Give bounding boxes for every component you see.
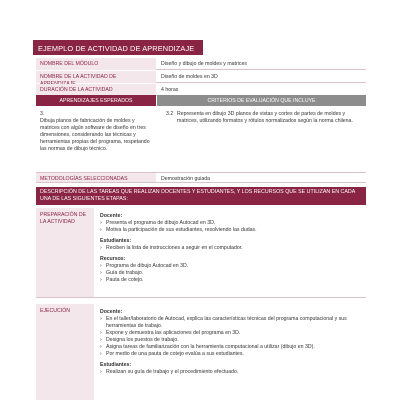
- list-item: › Guía de trabajo.: [100, 270, 360, 277]
- list-item: › Por medio de una pauta de cotejo evalúa a sus estudiantes.: [100, 351, 360, 358]
- list-item: › En el taller/laboratorio de Autocad, explica las características técnicas del programa computacional y sus herramientas de trabajo.: [100, 316, 360, 330]
- prep-estudiantes-list: [100, 245, 360, 252]
- exec-estudiantes-title: Estudiantes:: [100, 362, 132, 369]
- evaluation-criterion: [156, 108, 366, 168]
- activity-title: EJEMPLO DE ACTIVIDAD DE APRENDIZAJE: [33, 40, 203, 55]
- section-headers: [36, 95, 366, 106]
- module-label: NOMBRE DEL MÓDULO: [36, 58, 156, 70]
- execution-label: EJECUCIÓN: [36, 304, 94, 400]
- exec-docente-title: Docente:: [100, 309, 123, 315]
- learning-outcome-text: Dibuja planos de fabricación de moldes y matrices con algún software de diseño en tres dimensiones, considerando las técnicas y herramientas propias del programa, respetando las normas de dibujo técnico.: [40, 118, 150, 153]
- list-item: › Motiva la participación de sus estudiantes, resolviendo las dudas.: [100, 227, 360, 234]
- list-item: › Realizan su guía de trabajo y el procedimiento efectuado.: [100, 369, 360, 376]
- list-item: › Asigna tareas de familiarización con la herramienta computacional a utilizar (dibujo en 3D).: [100, 344, 360, 351]
- prep-recursos-list: [100, 263, 360, 284]
- learning-outcome: [36, 108, 156, 168]
- list-item: › Expone y demuestra las aplicaciones del programa en 3D.: [100, 330, 360, 337]
- list-item: › Presenta el programa de dibujo Autocad en 3D.: [100, 220, 360, 227]
- preparation-body: [94, 208, 366, 297]
- criteria-header: CRITERIOS DE EVALUACIÓN QUE INCLUYE: [157, 95, 366, 106]
- list-item: › Programa de dibujo Autocad en 3D.: [100, 263, 360, 270]
- learning-outcome-number: 3.: [40, 111, 45, 117]
- prep-recursos-title: Recursos:: [100, 256, 126, 263]
- list-item: › Designa los puestos de trabajo.: [100, 337, 360, 344]
- execution-section: [36, 304, 366, 400]
- list-item: › Reciben la lista de instrucciones a seguir en el computador.: [100, 245, 360, 252]
- info-row-module: [36, 58, 366, 70]
- preparation-section: [36, 208, 366, 298]
- criterion-number: 3.2: [166, 111, 174, 117]
- methodology-value: Demostración guiada: [161, 176, 211, 182]
- prep-docente-title: Docente:: [100, 213, 123, 219]
- prep-estudiantes-title: Estudiantes:: [100, 238, 132, 245]
- methodology-label: METODOLOGÍAS SELECCIONADAS: [36, 173, 156, 182]
- execution-body: [94, 304, 366, 400]
- exec-estudiantes-list: [100, 369, 360, 376]
- criterion-text: Representa en dibujo 3D planos de vistas y cortes de partes de moldes y matrices, utilizando formatos y rótulos normalizados según la norma chilena.: [177, 111, 353, 125]
- duration-value: 4 horas: [161, 87, 179, 93]
- learning-header: APRENDIZAJES ESPERADOS: [36, 95, 156, 106]
- activity-name-value: Diseño de moldes en 3D: [161, 74, 218, 80]
- activity-name-label: NOMBRE DE LA ACTIVIDAD DE: [36, 71, 156, 83]
- description-header: DESCRIPCIÓN DE LAS TAREAS QUE REALIZAN DOCENTES Y ESTUDIANTES, Y LOS RECURSOS QUE SE UTILIZAN EN CADA UNA DE LAS SIGUIENTES ETAPAS:: [36, 187, 366, 205]
- list-item: › Pauta de cotejo.: [100, 277, 360, 284]
- module-value: Diseño y dibujo de moldes y matrices: [161, 61, 247, 67]
- duration-label: DURACIÓN DE LA ACTIVIDAD: [36, 84, 156, 96]
- methodology-row: [36, 172, 366, 183]
- exec-docente-list: [100, 316, 360, 358]
- info-row-activity: [36, 71, 366, 83]
- learning-criteria-content: [36, 108, 366, 168]
- prep-docente-list: [100, 220, 360, 234]
- preparation-label: PREPARACIÓN DE LA ACTIVIDAD: [36, 208, 94, 297]
